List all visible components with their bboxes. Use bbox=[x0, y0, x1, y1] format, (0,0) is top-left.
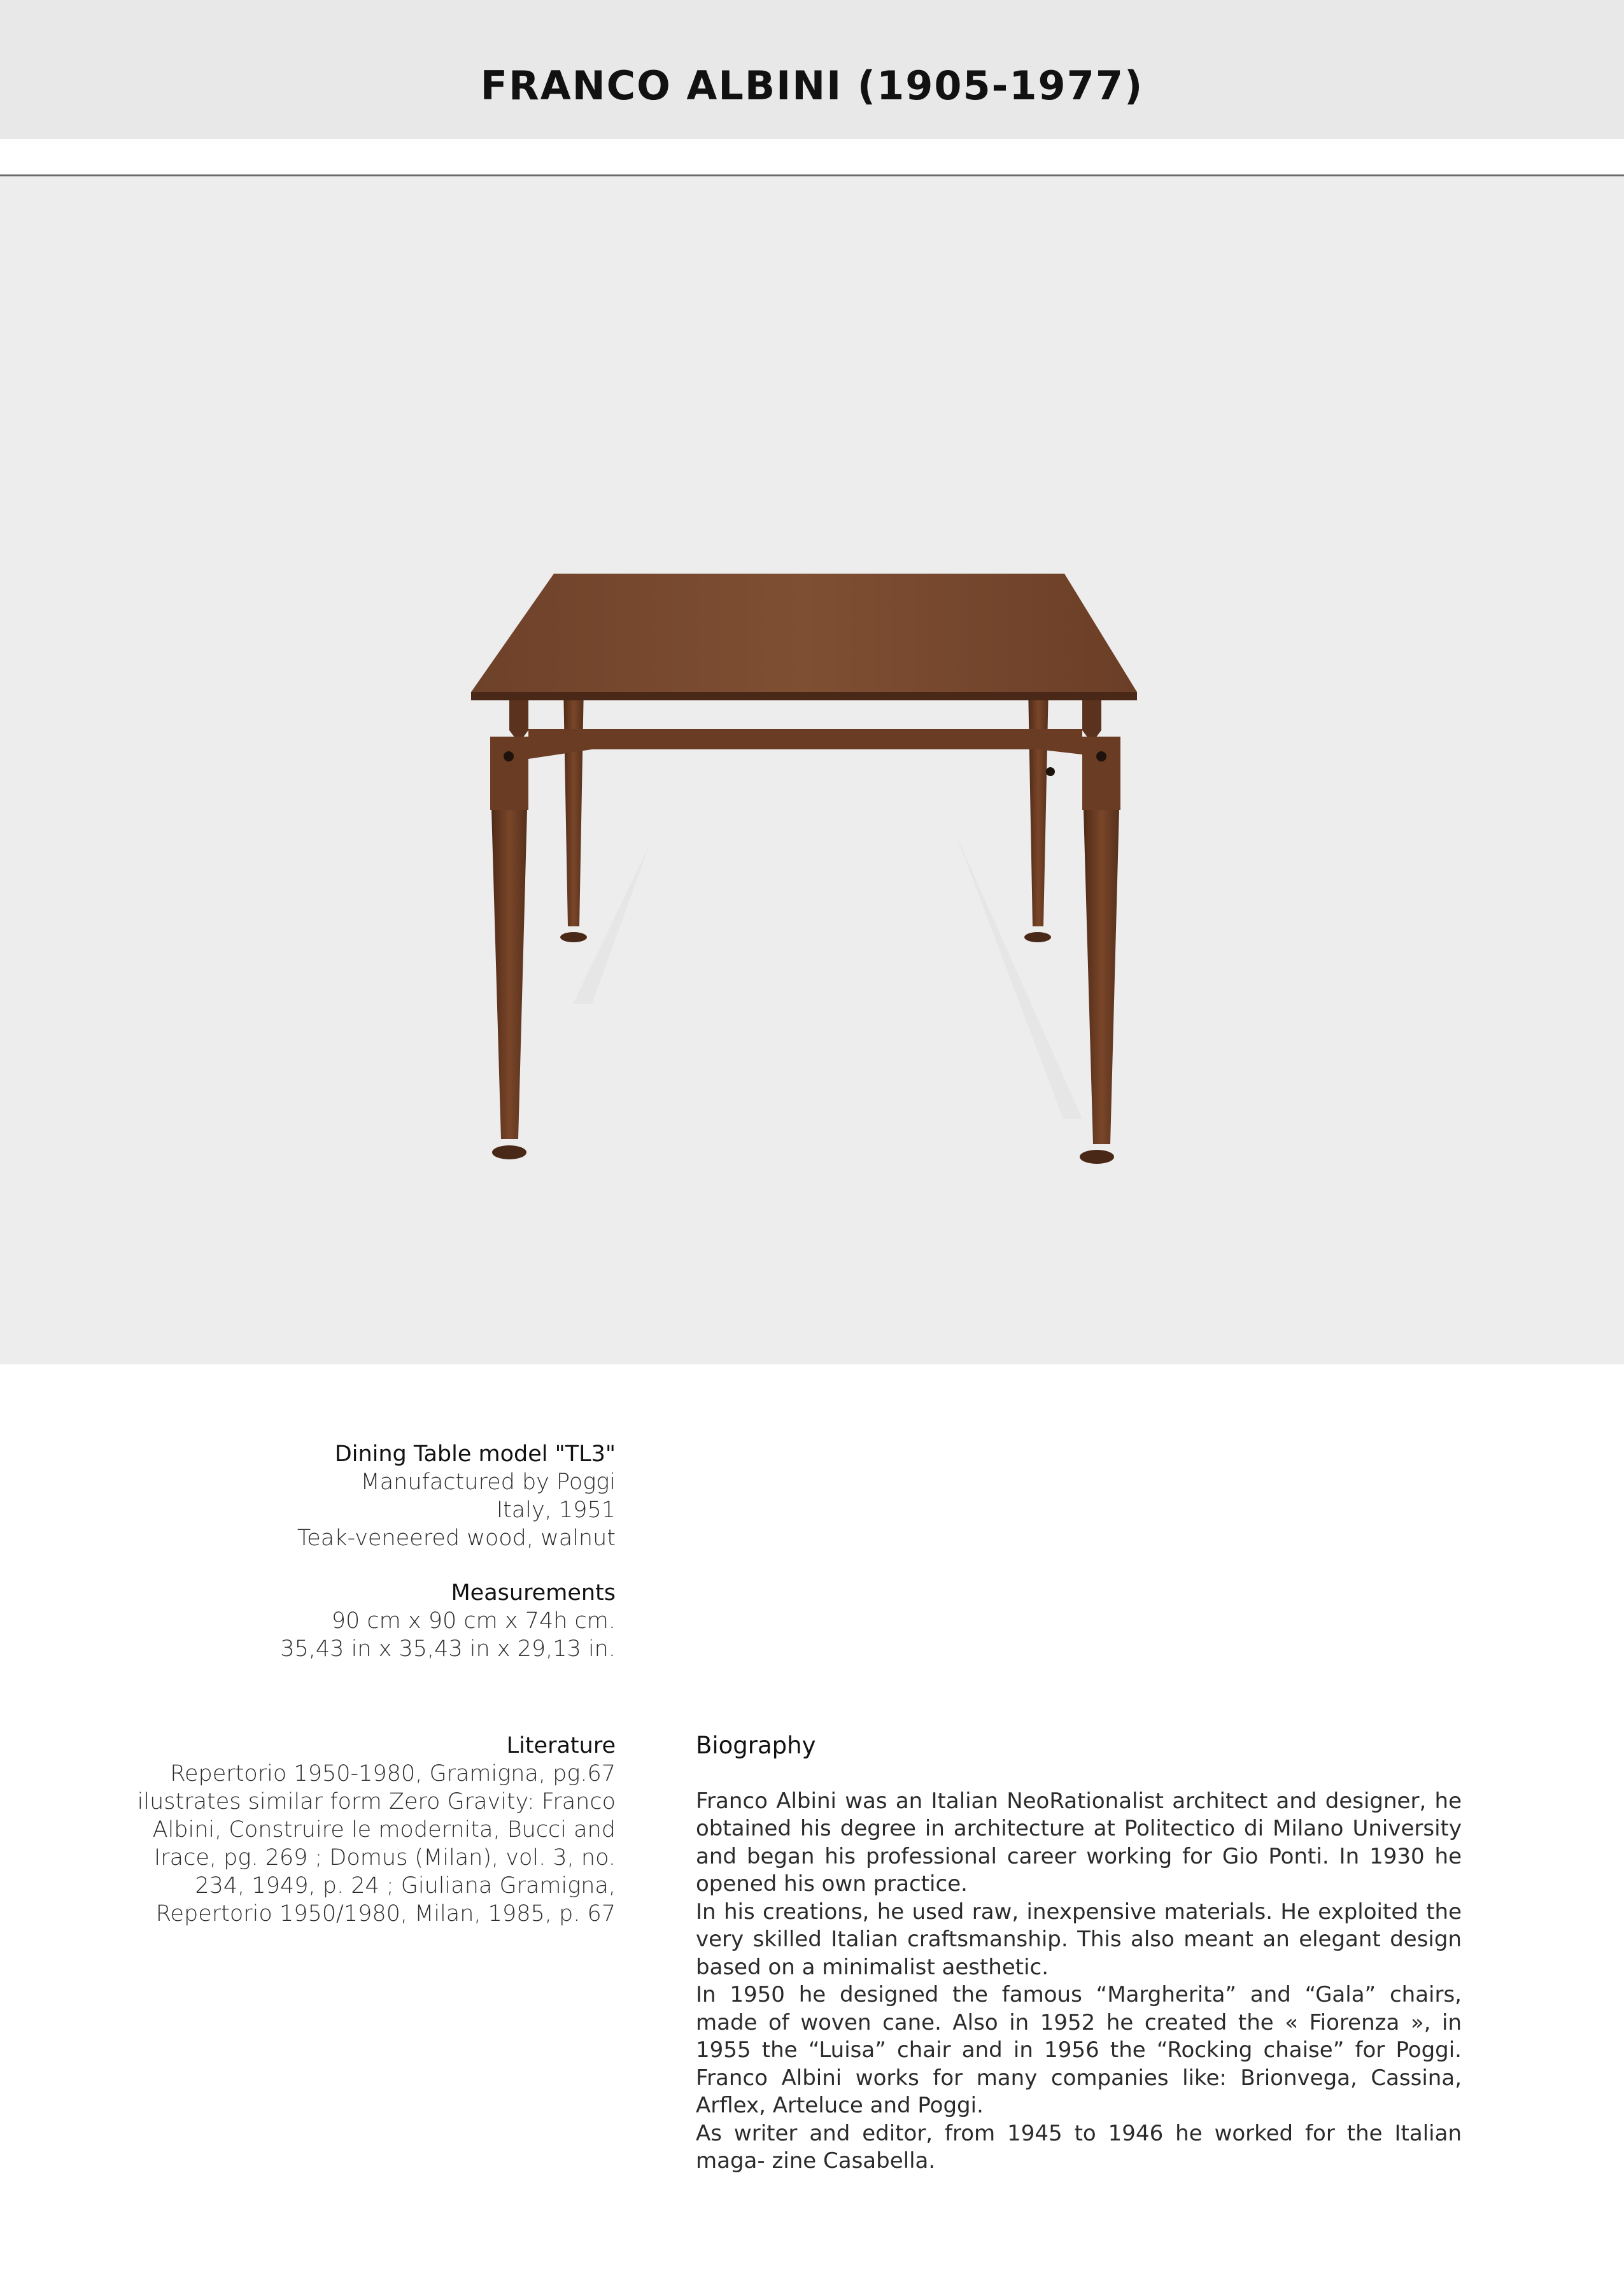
literature-line: Albini, Construire le modernita, Bucci and bbox=[152, 1817, 616, 1843]
literature-line: 234, 1949, p. 24 ; Giuliana Gramigna, bbox=[195, 1873, 616, 1899]
bolt bbox=[504, 751, 514, 761]
back-right-leg bbox=[1028, 686, 1049, 926]
bolt bbox=[1096, 751, 1106, 761]
table-illustration bbox=[0, 176, 1624, 1364]
front-right-foot bbox=[1080, 1150, 1114, 1164]
product-info bbox=[95, 1440, 616, 1552]
literature-line: Repertorio 1950/1980, Milan, 1985, p. 67 bbox=[155, 1901, 616, 1927]
front-left-leg bbox=[491, 810, 527, 1139]
biography-paragraph: In his creations, he used raw, inexpensive materials. He exploited the very skilled Italian craftsmanship. This also meant an elegant design based on a minimalist aesthetic. bbox=[696, 1899, 1462, 1980]
product-photo bbox=[0, 176, 1624, 1364]
front-right-block bbox=[1082, 737, 1120, 810]
biography bbox=[696, 1732, 1462, 2175]
literature-heading: Literature bbox=[506, 1733, 616, 1758]
product-manufacturer: Manufactured by Poggi bbox=[360, 1469, 616, 1495]
table-top-edge bbox=[471, 692, 1137, 700]
front-left-bracket bbox=[509, 700, 528, 743]
measurements-imperial: 35,43 in x 35,43 in x 29,13 in. bbox=[280, 1636, 616, 1662]
product-origin: Italy, 1951 bbox=[496, 1497, 616, 1523]
back-left-foot bbox=[560, 932, 587, 942]
measurements-heading: Measurements bbox=[451, 1580, 616, 1606]
measurements-metric: 90 cm x 90 cm x 74h cm. bbox=[331, 1608, 616, 1634]
measurements bbox=[95, 1579, 616, 1663]
front-right-leg bbox=[1084, 810, 1119, 1144]
biography-paragraph: Franco Albini was an Italian NeoRationalist architect and designer, he obtained his degree in architecture at Politectico di Milano University and began his professional career working for Gio Ponti. In 1930 he opened his own practice. bbox=[696, 1788, 1462, 1897]
apron bbox=[528, 729, 1082, 759]
front-left-foot bbox=[492, 1145, 526, 1159]
bolt bbox=[1046, 767, 1055, 776]
biography-paragraph: In 1950 he designed the famous “Margherita” and “Gala” chairs, made of woven cane. Also in 1952 he created the « Fiorenza », in 1955 the “Luisa” chair and in 1956 the “Rocking chaise” for Poggi. Franco Albini works for many companies like: Brionvega, Cassina, Arflex, Arteluce and Poggi. bbox=[696, 1982, 1462, 2118]
biography-paragraph: As writer and editor, from 1945 to 1946 he worked for the Italian maga- zine Casabella. bbox=[696, 2120, 1462, 2174]
literature-line: ilustrates similar form Zero Gravity: Franco bbox=[137, 1789, 616, 1815]
table-top bbox=[471, 574, 1137, 692]
literature bbox=[95, 1732, 616, 1928]
front-right-bracket bbox=[1082, 700, 1101, 743]
literature-line: Irace, pg. 269 ; Domus (Milan), vol. 3, no. bbox=[153, 1845, 616, 1871]
page-title: FRANCO ALBINI (1905-1977) bbox=[480, 62, 1144, 109]
shadow bbox=[573, 845, 649, 1004]
product-name: Dining Table model "TL3" bbox=[334, 1441, 616, 1467]
literature-line: Repertorio 1950-1980, Gramigna, pg.67 bbox=[170, 1761, 616, 1786]
back-left-leg bbox=[563, 686, 584, 926]
shadow bbox=[955, 832, 1082, 1119]
biography-heading: Biography bbox=[696, 1732, 816, 1759]
back-right-foot bbox=[1024, 932, 1051, 942]
front-left-block bbox=[490, 737, 528, 810]
product-material: Teak-veneered wood, walnut bbox=[297, 1525, 616, 1551]
